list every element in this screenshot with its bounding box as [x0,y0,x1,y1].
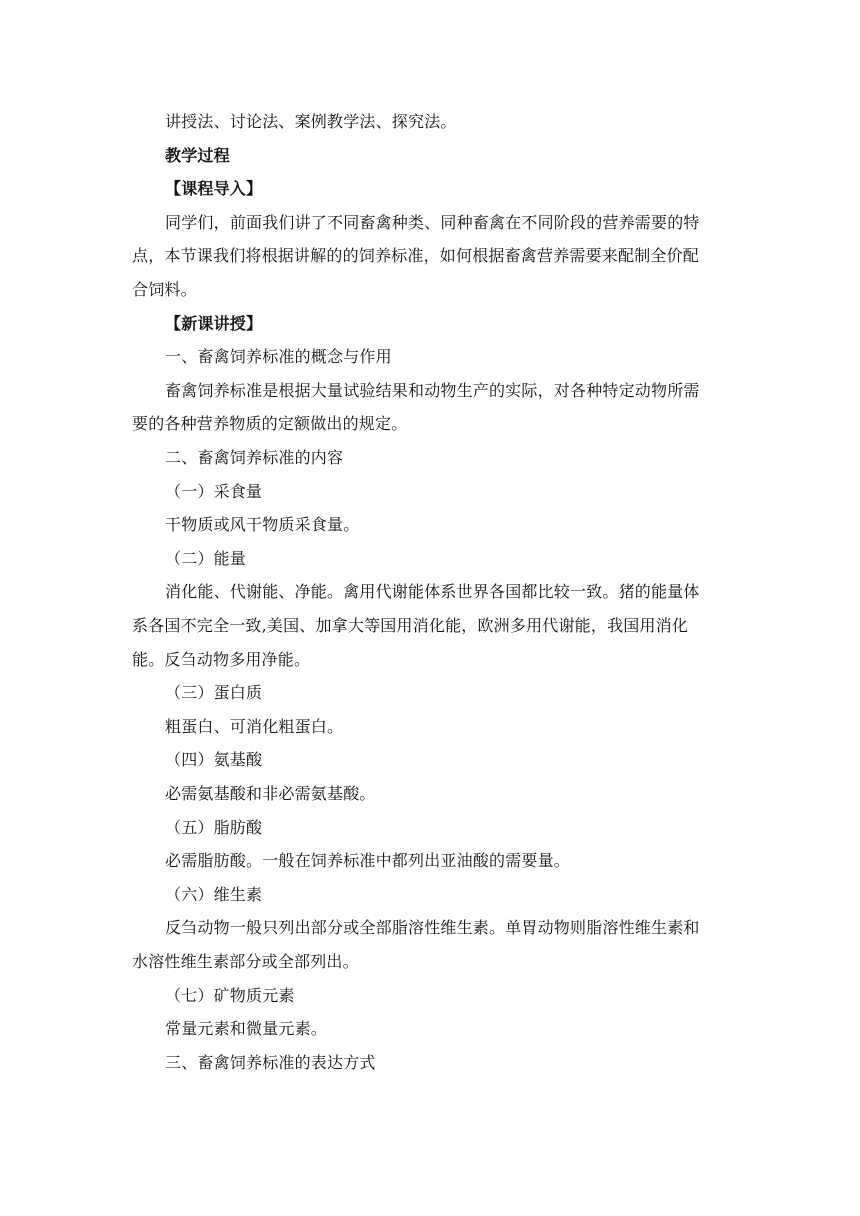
paragraph-line: （五）脂肪酸 [165,817,263,837]
paragraph-line: （二）能量 [165,548,247,568]
paragraph-line: 同学们，前面我们讲了不同畜禽种类、同种畜禽在不同阶段的营养需要的特 [165,212,700,232]
paragraph-line: 干物质或风干物质采食量。 [165,515,360,535]
paragraph-line: 粗蛋白、可消化粗蛋白。 [165,716,344,736]
paragraph-line: 合饲料。 [132,280,197,299]
paragraph-line: （七）矿物质元素 [165,985,295,1005]
paragraph-line: （六）维生素 [165,884,263,904]
paragraph-line: 二、畜禽饲养标准的内容 [165,448,344,467]
paragraph-line: 畜禽饲养标准是根据大量试验结果和动物生产的实际，对各种特定动物所需 [165,380,700,400]
paragraph-line: （三）蛋白质 [165,683,263,703]
paragraph-line: 反刍动物一般只列出部分或全部脂溶性维生素。单胃动物则脂溶性维生素和 [165,918,700,938]
paragraph-line: 要的各种营养物质的定额做出的规定。 [132,414,408,434]
paragraph-line: 点，本节课我们将根据讲解的的饲养标准，如何根据畜禽营养需要来配制全价配 [132,246,700,266]
section-heading: 【新课讲授】 [165,313,263,333]
section-heading: 教学过程 [165,145,230,165]
paragraph-line: 必需脂肪酸。一般在饲养标准中都列出亚油酸的需要量。 [165,851,571,871]
paragraph-line: 水溶性维生素部分或全部列出。 [132,952,359,971]
paragraph-line: （四）氨基酸 [165,750,263,770]
paragraph-line: 常量元素和微量元素。 [165,1019,328,1039]
paragraph-line: 三、畜禽饲养标准的表达方式 [165,1052,376,1072]
paragraph-line: 必需氨基酸和非必需氨基酸。 [165,784,376,803]
paragraph-line: （一）采食量 [165,481,263,501]
paragraph-line: 能。反刍动物多用净能。 [132,649,311,669]
section-heading: 【课程导入】 [165,179,263,199]
paragraph-line: 讲授法、讨论法、案例教学法、探究法。 [165,112,457,131]
paragraph-line: 系各国不完全一致,美国、加拿大等国用消化能，欧洲多用代谢能，我国用消化 [132,616,689,635]
paragraph-line: 消化能、代谢能、净能。禽用代谢能体系世界各国都比较一致。猪的能量体 [165,582,700,602]
paragraph-line: 一、畜禽饲养标准的概念与作用 [165,347,392,367]
